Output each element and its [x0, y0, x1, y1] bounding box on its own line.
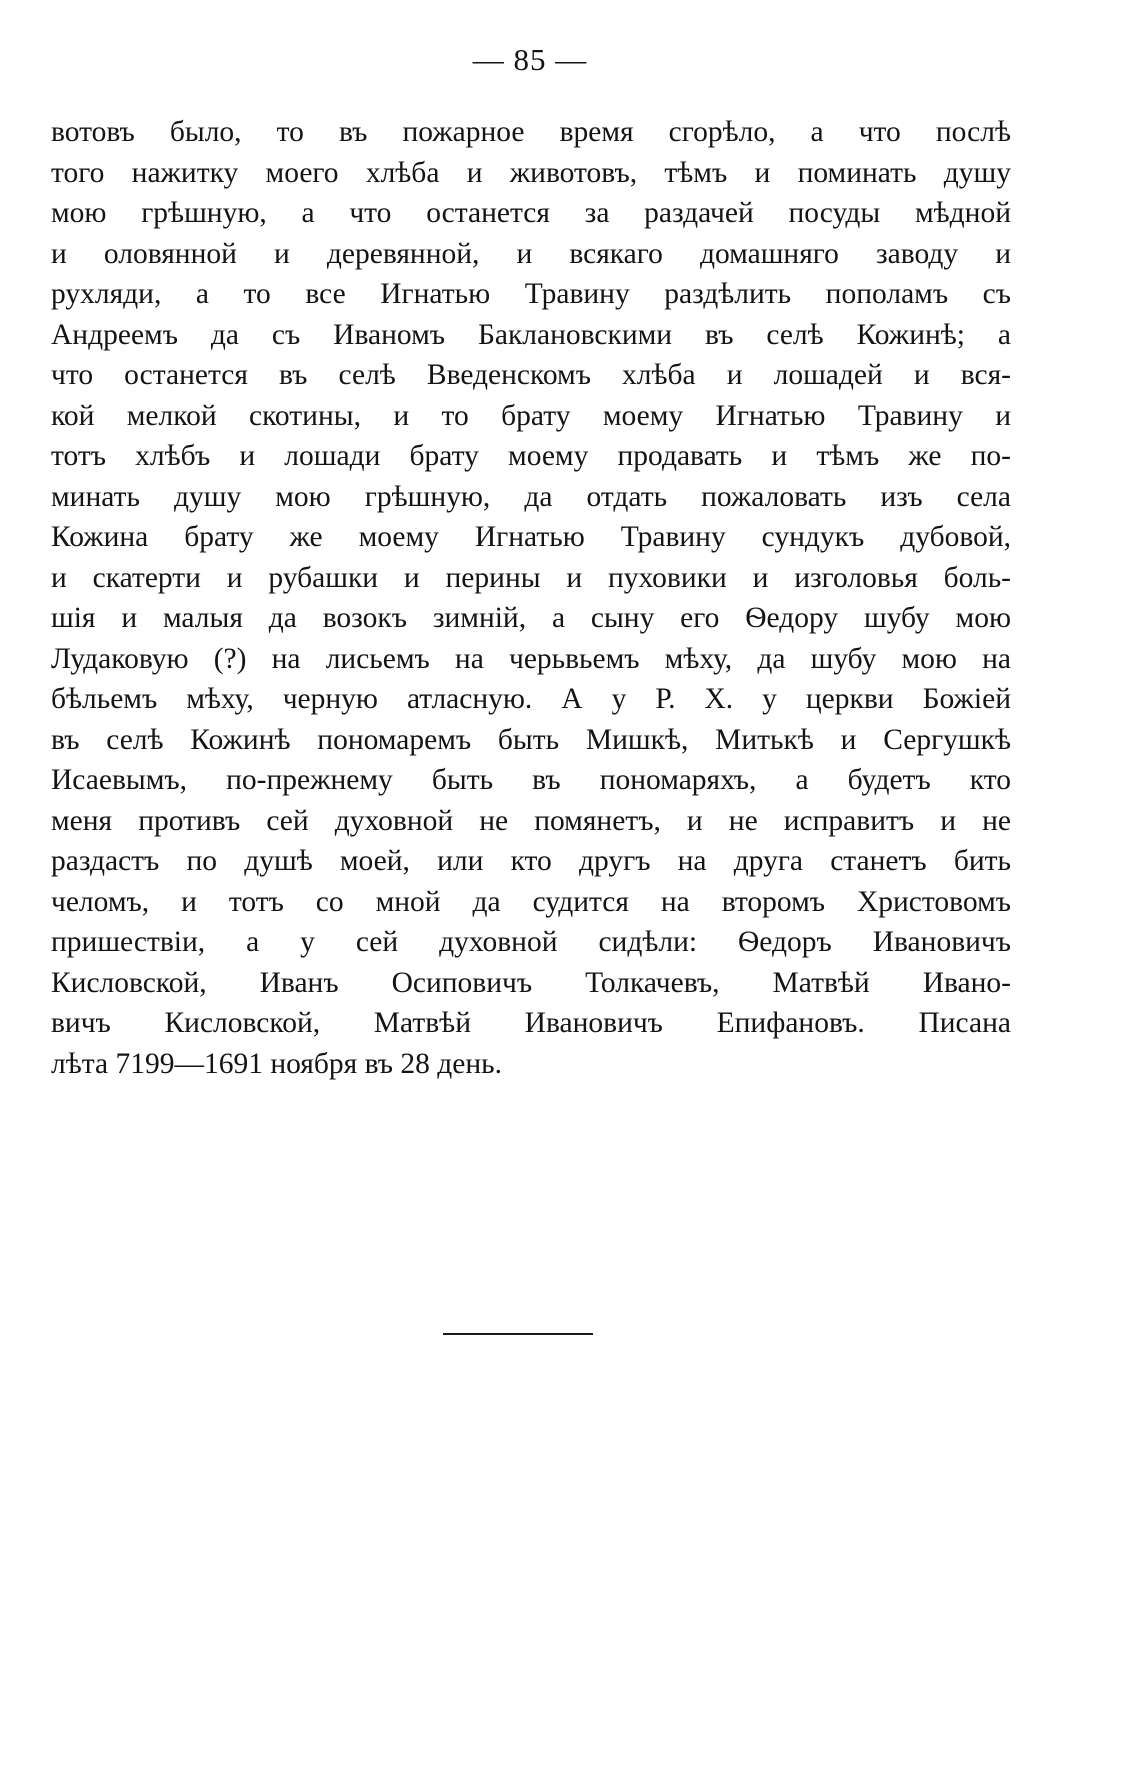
text-line: тотъ хлѣбъ и лошади брату моему продавать и тѣмъ же по- [51, 440, 1011, 472]
text-line: бѣльемъ мѣху, черную атласную. А у Р. Х. у церкви Божіей [51, 683, 1011, 715]
text-line: раздастъ по душѣ моей, или кто другъ на друга станетъ бить [51, 845, 1011, 877]
text-line: и скатерти и рубашки и перины и пуховики и изголовья боль- [51, 561, 1011, 594]
text-line: вичъ Кисловской, Матвѣй Ивановичъ Епифановъ. Писана [51, 1007, 1011, 1039]
text-line: шія и малыя да возокъ зимній, а сыну его Ѳедору шубу мою [51, 602, 1011, 634]
text-line: и оловянной и деревянной, и всякаго домашняго заводу и [51, 237, 1011, 270]
text-line: Лудаковую (?) на лисьемъ на черьвьемъ мѣху, да шубу мою на [51, 642, 1011, 675]
section-divider [443, 1333, 593, 1335]
text-line: вотовъ было, то въ пожарное время сгорѣло, а что послѣ [51, 116, 1011, 148]
text-line: того нажитку моего хлѣба и животовъ, тѣмъ и поминать душу [51, 156, 1011, 189]
text-line: Андреемъ да съ Иваномъ Баклановскими въ селѣ Кожинѣ; а [51, 318, 1011, 351]
page-number: — 85 — [472, 42, 588, 77]
text-line: пришествіи, а у сей духовной сидѣли: Ѳедоръ Ивановичъ [51, 926, 1011, 958]
text-line: Исаевымъ, по-прежнему быть въ пономаряхъ, а будетъ кто [51, 764, 1011, 796]
text-line-last: лѣта 7199—1691 ноября въ 28 день. [51, 1047, 502, 1080]
text-line: меня противъ сей духовной не помянетъ, и не исправитъ и не [51, 804, 1011, 837]
text-line: Кожина брату же моему Игнатью Травину сундукъ дубовой, [51, 521, 1011, 553]
text-line: въ селѣ Кожинѣ пономаремъ быть Мишкѣ, Митькѣ и Сергушкѣ [51, 723, 1011, 756]
text-line: минать душу мою грѣшную, да отдать пожаловать изъ села [51, 480, 1011, 513]
text-line: что останется въ селѣ Введенскомъ хлѣба и лошадей и вся- [51, 359, 1011, 391]
text-line: кой мелкой скотины, и то брату моему Игнатью Травину и [51, 399, 1011, 432]
text-line: рухляди, а то все Игнатью Травину раздѣлить пополамъ съ [51, 278, 1011, 310]
text-line: челомъ, и тотъ со мной да судится на второмъ Христовомъ [51, 885, 1011, 918]
document-body [51, 112, 1011, 1084]
text-line: мою грѣшную, а что останется за раздачей посуды мѣдной [51, 197, 1011, 229]
text-line: Кисловской, Иванъ Осиповичъ Толкачевъ, Матвѣй Ивано- [51, 966, 1011, 999]
